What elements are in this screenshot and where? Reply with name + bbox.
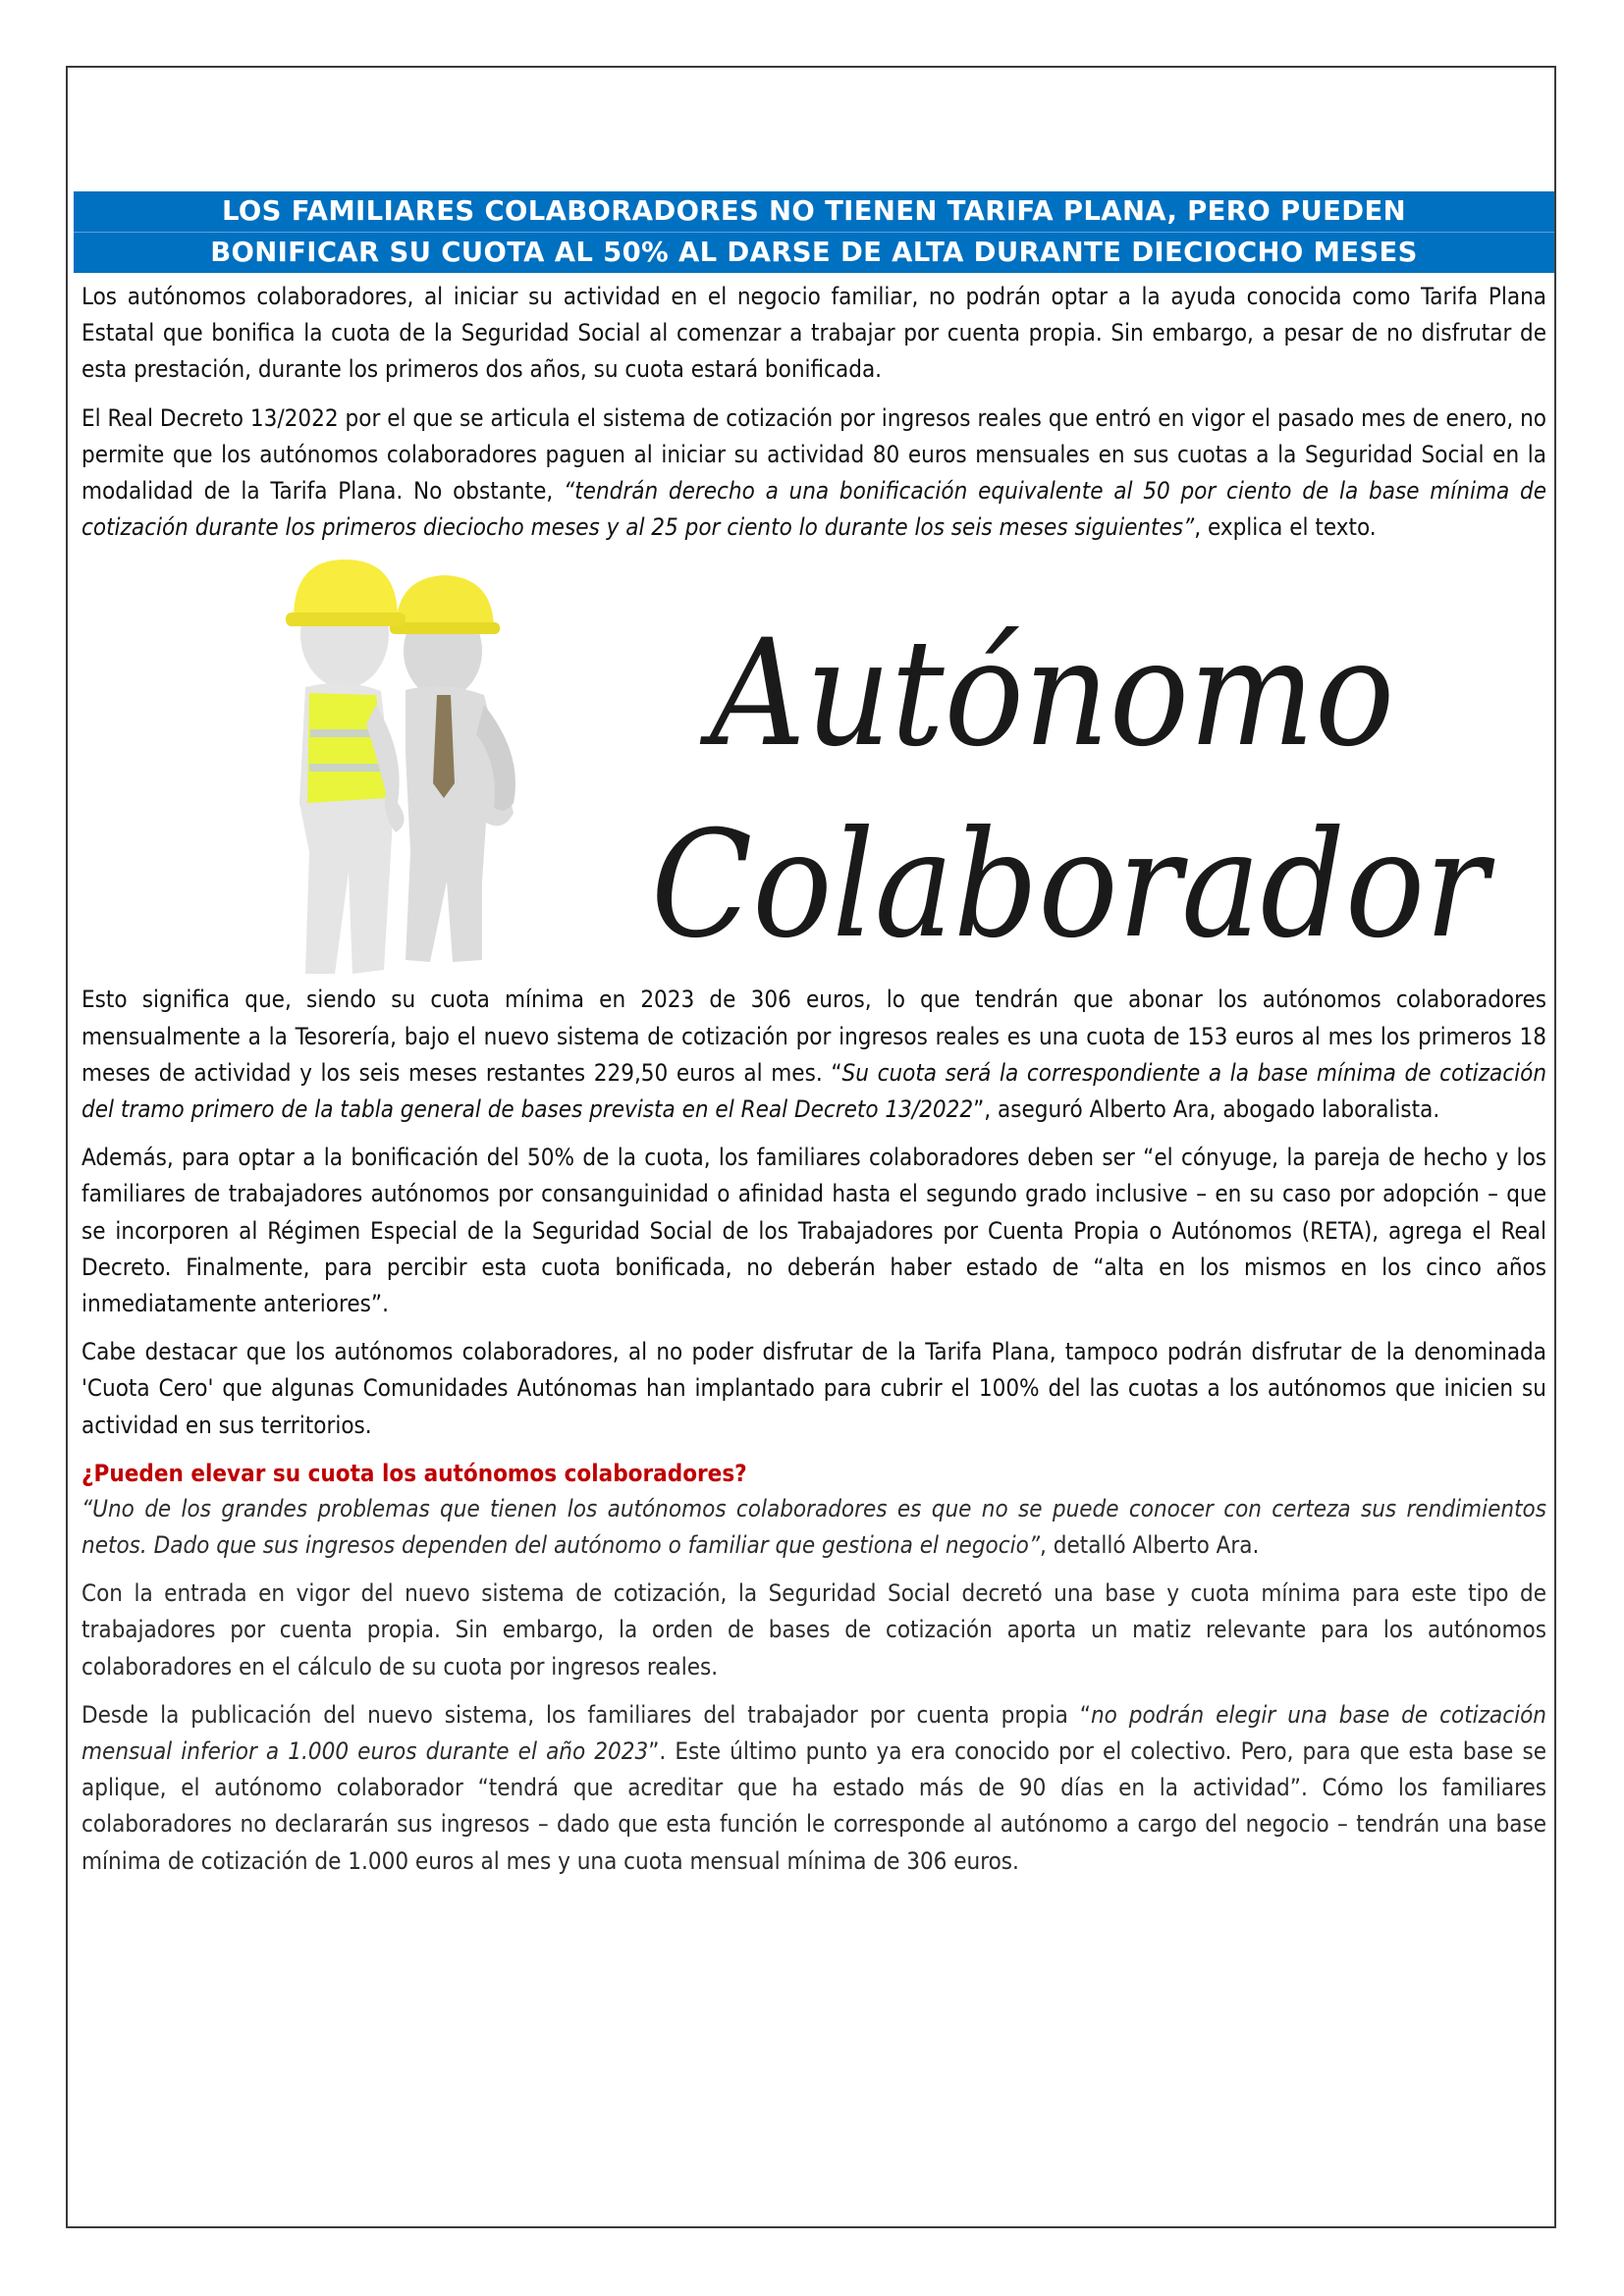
- section-subheading: ¿Pueden elevar su cuota los autónomos colaboradores?: [81, 1459, 747, 1487]
- construction-workers-icon: [81, 558, 1562, 980]
- article: [74, 191, 1554, 1892]
- text: , detalló Alberto Ara.: [1040, 1531, 1260, 1560]
- paragraph-cuota-cero: Cabe destacar que los autónomos colaboradores, al no poder disfrutar de la Tarifa Plana, tampoco podrán disfrutar de la denominada 'Cuota Cero' que algunas Comunidades Autónomas han implantado para cubrir el 100% del las cuotas a los autónomos que inicien su actividad en sus territorios.: [81, 1338, 1546, 1439]
- illustration-title-line-2: Colaborador: [651, 800, 1489, 972]
- autonomo-colaborador-illustration: [81, 558, 1562, 980]
- text: Desde la publicación del nuevo sistema, los familiares del trabajador por cuenta propia “: [81, 1700, 1091, 1729]
- paragraph-real-decreto: [81, 400, 1546, 547]
- headline-line-1: LOS FAMILIARES COLABORADORES NO TIENEN TARIFA PLANA, PERO PUEDEN: [222, 195, 1406, 227]
- quote: “tendrán derecho a una bonificación equivalente al 50 por ciento de la base mínima de cotización durante los primeros dieciocho meses y al 25 por ciento lo durante los seis meses siguientes”: [81, 477, 1546, 542]
- text: , explica el texto.: [1194, 513, 1377, 542]
- paragraph-nuevo-sistema: Con la entrada en vigor del nuevo sistema de cotización, la Seguridad Social decretó una base y cuota mínima para este tipo de trabajadores por cuenta propia. Sin embargo, la orden de bases de cotización aporta un matiz relevante para los autónomos colaboradores en el cálculo de su cuota por ingresos reales.: [81, 1579, 1546, 1681]
- illustration-title-line-1: Autónomo: [710, 609, 1395, 780]
- paragraph-requisitos: Además, para optar a la bonificación del 50% de la cuota, los familiares colaboradores deben ser “el cónyuge, la pareja de hecho y los familiares de trabajadores autónomos por consanguinidad o afinidad hasta el segundo grado inclusive – en su caso por adopción – que se incorporen al Régimen Especial de la Seguridad Social de los Trabajadores por Cuenta Propia o Autónomos (RETA), agrega el Real Decreto. Finalmente, para percibir esta cuota bonificada, no deberán haber estado de “alta en los mismos en los cinco años inmediatamente anteriores”.: [81, 1144, 1546, 1318]
- text: El Real Decreto 13/2022 por el que se articula el sistema de cotización por ingresos reales que entró en vigor el pasado mes de enero, no permite que los autónomos colaboradores paguen al iniciar su actividad 80 euros mensuales en sus cuotas a la Seguridad Social en la modalidad de la Tarifa Plana. No obstante,: [81, 403, 1546, 506]
- quote: Su cuota será la correspondiente a la base mínima de cotización del tramo primero de la tabla general de bases prevista en el Real Decreto 13/2022: [81, 1058, 1547, 1124]
- quote: “Uno de los grandes problemas que tienen los autónomos colaboradores es que no se puede conocer con certeza sus rendimientos netos. Dado que sus ingresos dependen del autónomo o familiar que gestiona el negocio”: [81, 1494, 1546, 1560]
- headline-banner: [74, 191, 1554, 273]
- paragraph-base-minima: [81, 1697, 1546, 1880]
- paragraph-problemas: [81, 1491, 1546, 1564]
- worker-with-vest-figure: [286, 560, 406, 974]
- headline-line-2: BONIFICAR SU CUOTA AL 50% AL DARSE DE ALTA DURANTE DIECIOCHO MESES: [74, 232, 1554, 273]
- paragraph-cuota-minima: [81, 982, 1546, 1128]
- paragraph-intro: Los autónomos colaboradores, al iniciar su actividad en el negocio familiar, no podrán optar a la ayuda conocida como Tarifa Plana Estatal que bonifica la cuota de la Seguridad Social al comenzar a trabajar por cuenta propia. Sin embargo, a pesar de no disfrutar de esta prestación, durante los primeros dos años, su cuota estará bonificada.: [81, 283, 1546, 384]
- quote: no podrán elegir una base de cotización mensual inferior a 1.000 euros durante el año 2023: [81, 1700, 1546, 1766]
- text: Esto significa que, siendo su cuota mínima en 2023 de 306 euros, lo que tendrán que abonar los autónomos colaboradores mensualmente a la Tesorería, bajo el nuevo sistema de cotización por ingresos reales es una cuota de 153 euros al mes los primeros 18 meses de actividad y los seis meses restantes 229,50 euros al mes. “: [81, 986, 1546, 1087]
- text: ”. Este último punto ya era conocido por el colectivo. Pero, para que esta base se aplique, el autónomo colaborador “tendrá que acreditar que ha estado más de 90 días en la actividad”. Cómo los familiares colaboradores no declararán sus ingresos – dado que esta función le corresponde al autónomo a cargo del negocio – tendrán una base mínima de cotización de 1.000 euros al mes y una cuota mensual mínima de 306 euros.: [81, 1737, 1546, 1875]
- worker-with-tie-figure: [390, 575, 515, 962]
- text: ”, aseguró Alberto Ara, abogado laboralista.: [973, 1095, 1440, 1124]
- article-body: [74, 279, 1554, 1880]
